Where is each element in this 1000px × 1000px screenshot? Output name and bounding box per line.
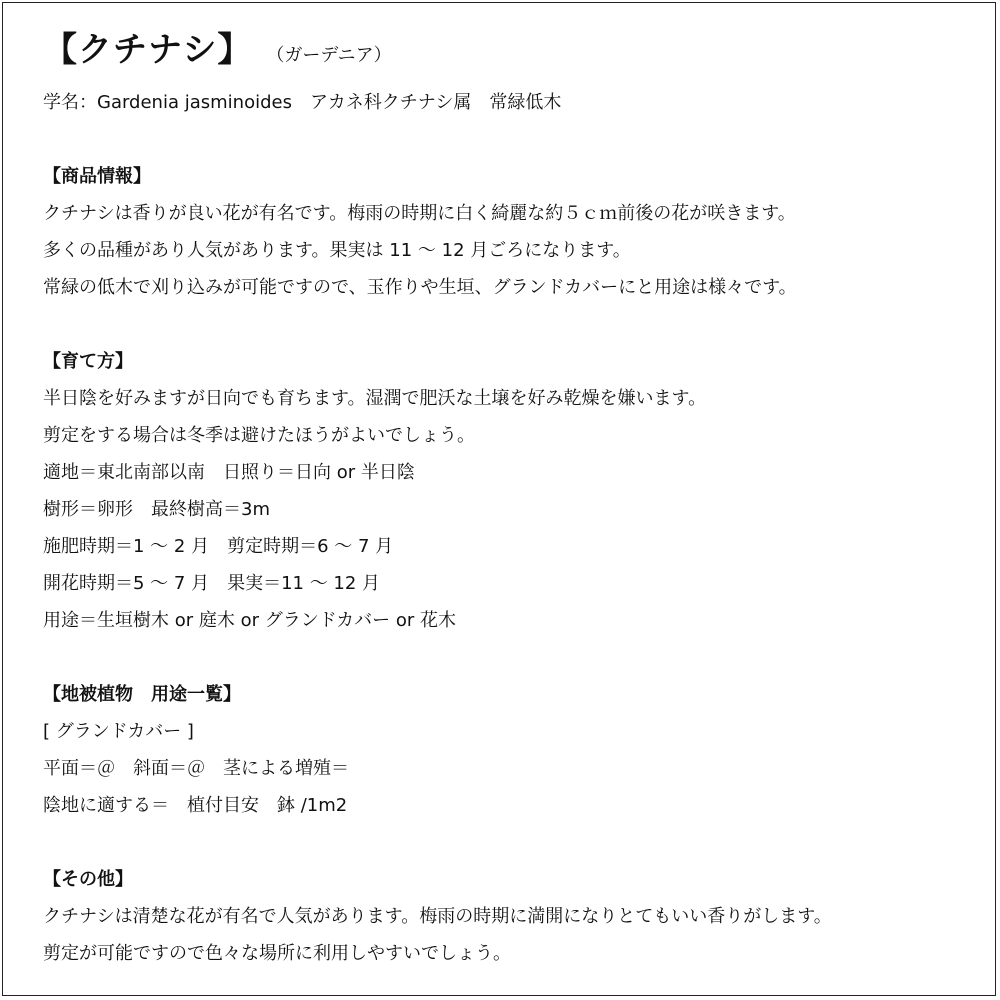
- section-heading: 【育て方】: [43, 351, 133, 372]
- section-ground-cover: [43, 676, 978, 824]
- text-line: 用途＝生垣樹木 or 庭木 or グランドカバー or 花木: [43, 610, 457, 631]
- product-subtitle: （ガーデニア）: [266, 45, 392, 66]
- text-line: 陰地に適する＝ 植付目安 鉢 /1m2: [43, 795, 348, 816]
- text-line: 剪定をする場合は冬季は避けたほうがよいでしょう。: [43, 425, 475, 446]
- text-line: 平面＝＠ 斜面＝＠ 茎による増殖＝: [43, 758, 349, 779]
- text-line: 樹形＝卵形 最終樹高＝3m: [43, 499, 270, 520]
- text-line: 多くの品種があり人気があります。果実は 11 ～ 12 月ごろになります。: [43, 240, 631, 261]
- text-line: 剪定が可能ですので色々な場所に利用しやすいでしょう。: [43, 943, 511, 964]
- product-description: [43, 22, 978, 972]
- section-other: [43, 861, 978, 972]
- text-line: [ グランドカバー ]: [43, 721, 194, 742]
- scientific-name-line: 学名：Gardenia jasminoides アカネ科クチナシ属 常緑低木: [43, 92, 562, 113]
- text-line: クチナシは清楚な花が有名で人気があります。梅雨の時期に満開になりとてもいい香りがします。: [43, 906, 832, 927]
- text-line: 施肥時期＝1 ～ 2 月 剪定時期＝6 ～ 7 月: [43, 536, 394, 557]
- section-heading: 【商品情報】: [43, 166, 151, 187]
- section-product-info: [43, 158, 978, 306]
- title-row: [43, 22, 978, 70]
- section-heading: 【その他】: [43, 869, 133, 890]
- section-care: [43, 343, 978, 639]
- text-line: 適地＝東北南部以南 日照り＝日向 or 半日陰: [43, 462, 415, 483]
- section-heading: 【地被植物 用途一覧】: [43, 684, 241, 705]
- text-line: 半日陰を好みますが日向でも育ちます。湿潤で肥沃な土壌を好み乾燥を嫌います。: [43, 388, 707, 409]
- text-line: 開花時期＝5 ～ 7 月 果実＝11 ～ 12 月: [43, 573, 381, 594]
- text-line: クチナシは香りが良い花が有名です。梅雨の時期に白く綺麗な約５ｃｍ前後の花が咲きます。: [43, 203, 796, 224]
- product-title: 【クチナシ】: [43, 30, 253, 70]
- text-line: 常緑の低木で刈り込みが可能ですので、玉作りや生垣、グランドカバーにと用途は様々です。: [43, 277, 797, 298]
